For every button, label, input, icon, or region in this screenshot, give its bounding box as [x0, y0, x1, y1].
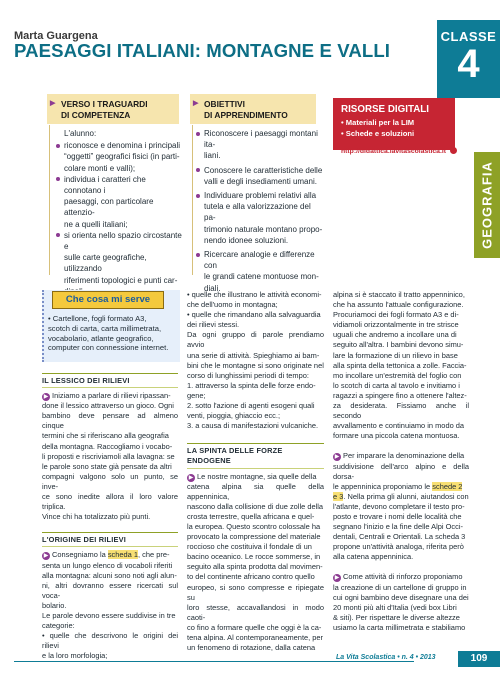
column-3 — [333, 290, 469, 633]
heading-line: DI APPRENDIMENTO — [204, 109, 288, 120]
column-2 — [187, 290, 324, 653]
arrow-icon: ▶ — [43, 553, 49, 560]
risorse-url[interactable]: http://didattica.lavitascolastica.it — [341, 148, 446, 155]
materials-text: • Cartellone, fogli formato A3, scotch di carta, carta millimetrata, vocabolario, atlante geografico, computer con connessione internet. — [48, 314, 169, 353]
arrow-icon: ▶ — [334, 454, 340, 461]
column-1 — [42, 367, 178, 661]
paragraph: ▶ Le nostre montagne, sia quelle della catena alpina sia quelle della appenninica, nascono dalla collisione di due zolle della crosta terrestre, quella africana e quel- la europea. Questo scontro colossale ha provocato la compressione del materiale roccioso che costituiva il fondale di un bacino oceanico. Le rocce sommerse, in seguito alla spinta prodotta dal movimen- to del continente africano contro quello europeo, si sono compresse e ripiegate su loro stesse, accavallandosi in modo caoti- co fino a formare quelle che oggi è la ca- tena alpina. Al contemporaneamente, per un fenomeno di rotazione, dalla catena — [187, 471, 324, 653]
list-item: Ricercare analogie e differenze con le grandi catene montuose mon- diali. — [196, 249, 324, 294]
divider — [49, 125, 50, 275]
section-heading: L'ORIGINE DEI RILIEVI — [42, 532, 178, 547]
paragraph: ▶ Come attività di rinforzo proponiamo la creazione di un cartellone di gruppo in cui ogni bambino deve disegnare una dei 20 monti più alti d'Italia (vedi box Libri & siti). Per rispettare le diverse altezze usiamo la carta millimetrata e stabiliamo — [333, 572, 469, 632]
magazine-credit: La Vita Scolastica • n. 4 • 2013 — [336, 654, 436, 661]
class-tab — [437, 20, 500, 98]
footer-rule — [14, 661, 414, 662]
arrow-icon: ▶ — [188, 474, 194, 481]
obiettivi-heading — [190, 94, 316, 124]
heading-line: VERSO I TRAGUARDI — [61, 99, 148, 109]
risorse-title: RISORSE DIGITALI — [341, 104, 429, 115]
risorse-link[interactable] — [341, 147, 457, 155]
competenze-body — [56, 128, 182, 297]
scheda-highlight: scheda 1 — [107, 550, 139, 560]
heading-line: DI COMPETENZA — [61, 109, 131, 120]
list-item: si orienta nello spazio circostante e sulle carte geografiche, utilizzando riferimenti topologici e punti car- — [56, 230, 182, 297]
arrow-icon: ▶ — [334, 575, 340, 582]
materials-heading: Che cosa mi serve — [52, 291, 164, 309]
paragraph: • quelle che illustrano le attività economi- che dell'uomo in montagna; • quelle che rimandano alla salvaguardia dei rilievi stessi. Da ogni gruppo di parole prendiamo avvio una serie di attività. Spieghiamo ai bam- bini che le montagne si sono originate nel corso di lunghissimi periodi di tempo: 1. attraverso la spinta delle forze endo- gene; 2. sotto l'azione di agenti esogeni quali venti, pioggia, ghiaccio ecc.; 3. a causa di manifestazioni vulcaniche. — [187, 290, 324, 431]
page-title: PAESAGGI ITALIANI: MONTAGNE E VALLI — [14, 40, 391, 61]
list-item: individua i caratteri che connotano i paesaggi, con particolare attenzio- ne a quelli italiani; — [56, 174, 182, 230]
triangle-icon: ▶ — [50, 100, 56, 107]
section-heading: LA SPINTA DELLE FORZE ENDOGENE — [187, 443, 324, 468]
intro-text: L'alunno: — [64, 129, 97, 138]
list-item: Conoscere le caratteristiche delle valli e degli insediamenti umani. — [196, 165, 324, 187]
paragraph: ▶ Per imparare la denominazione della suddivisione dell'arco alpino e della dorsa- le appenninica proponiamo le schede 2 e 3. Nella prima gli alunni, aiutandosi con l'atlante, devono completare il testo pro- posto e trovare i nomi delle località che segnano l'inizio e la fine delle Alpi Occi- dentali, Centrali e Orientali. La scheda 3 propone un'attività analoga, riferita però alla catena appenninica. — [333, 451, 469, 562]
risorse-digitali-box — [333, 98, 455, 150]
subject-tab — [474, 152, 500, 258]
bullet-icon — [450, 147, 457, 154]
list-item: Individuare problemi relativi alla tutela e alla valorizzazione del pa- trimonio naturale montano propo- nendo idonee soluzioni. — [196, 190, 324, 246]
paragraph: ▶ Consegniamo la scheda 1, che pre- senta un lungo elenco di vocaboli riferiti alla montagna: alcuni sono noti agli alun- ni, altri dovranno essere ricercati sul voca- bolario. Le parole devono essere suddivise in tre categorie: • quelle che descrivono le origini dei rilievi e la loro morfologia; — [42, 550, 178, 661]
obiettivi-body — [196, 128, 324, 294]
list-item: Riconoscere i paesaggi montani ita- liani. — [196, 128, 324, 162]
subject-label: GEOGRAFIA — [479, 161, 495, 249]
risorse-item: • Schede e soluzioni — [341, 129, 415, 138]
heading-line: OBIETTIVI — [204, 99, 245, 109]
scheda-highlight: schede 2 — [432, 481, 463, 491]
section-heading: IL LESSICO DEI RILIEVI — [42, 373, 178, 388]
divider — [192, 125, 193, 275]
triangle-icon: ▶ — [193, 100, 199, 107]
page-number: 109 — [458, 651, 500, 667]
paragraph: ▶ Iniziamo a parlare di rilievi ripassan- done il lessico attraverso un gioco. Ogni bambino deve pensare ad almeno cinque termini che si riferiscano alla geografia della montagna. Raccogliamo i vocabo- li proposti e riscriviamoli alla lavagna: se le parole sono state già pensate da altri compagni valgono solo un punto, se inve- ce sono inedite allora il loro valore triplica. Vince chi ha totalizzato più punti. — [42, 391, 178, 522]
arrow-icon: ▶ — [43, 394, 49, 401]
author-name: Marta Guargena — [14, 30, 98, 42]
list-item: riconosce e denomina i principali “oggetti” geografici fisici (in parti- colare monti e valli); — [56, 140, 182, 174]
class-number: 4 — [457, 42, 480, 86]
risorse-item: • Materiali per la LIM — [341, 118, 415, 127]
paragraph: alpina si è staccato il tratto appenninico, che ha assunto l'attuale configurazione. Procuriamoci dei fogli formato A3 e di- vidiamoli orizzontalmente in tre strisce uguali che andremo a incollare una di seguito all'altra. I bambini devono simu- lare la formazione di un rilievo in base alla spinta della tettonica a zolle. Faccia- mo incollare un'estremità del foglio con lo scotch di carta al tavolo e invitiamo i ragazzi a spingere fino a ottenere l'altez- za desiderata. Fissiamo anche il secondo avvallamento e continuiamo in modo da formare una piccola catena montuosa. — [333, 290, 469, 441]
class-label: CLASSE — [440, 29, 497, 44]
scheda-highlight: e 3 — [333, 491, 344, 501]
competenze-heading — [47, 94, 179, 124]
